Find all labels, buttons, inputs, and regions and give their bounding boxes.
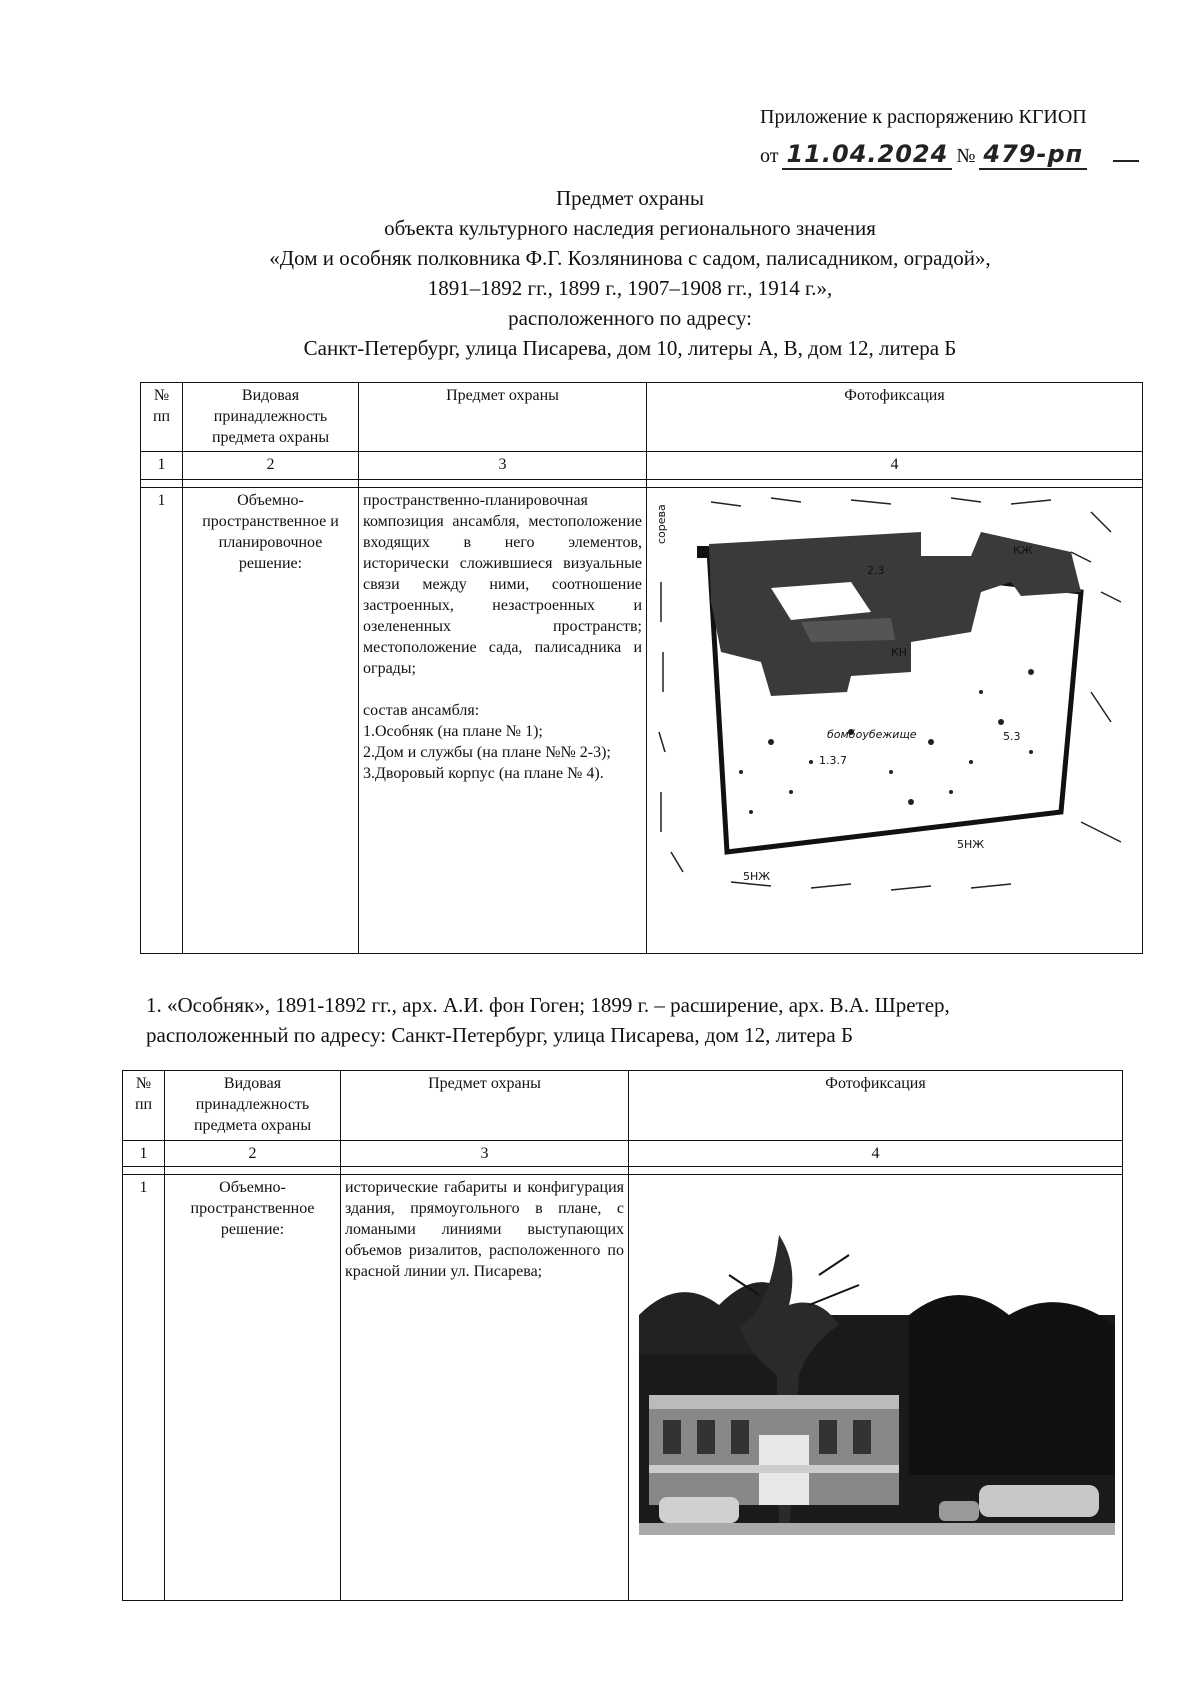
col-number: 2	[165, 1141, 341, 1167]
header-photo: Фотофиксация	[647, 383, 1143, 452]
title-line: «Дом и особняк полковника Ф.Г. Козлянинова с садом, палисадником, оградой»,	[269, 246, 991, 270]
title-line: Предмет охраны	[555, 186, 705, 210]
number-sign: №	[956, 145, 976, 167]
subject-heading: состав ансамбля:	[363, 702, 480, 719]
map-label: КЖ	[1013, 544, 1033, 557]
annex-title: Приложение к распоряжению КГИОП	[760, 106, 1087, 128]
order-number: 479-рп	[979, 140, 1087, 170]
map-label: КН	[891, 646, 908, 659]
order-reference	[760, 140, 1139, 170]
header-type: Видовая принадлежность предмета охраны	[165, 1071, 341, 1141]
subject-item: 3.Дворовый корпус (на плане № 4).	[363, 765, 604, 782]
col-number: 3	[359, 452, 647, 480]
title-line: Санкт-Петербург, улица Писарева, дом 10, литеры А, В, дом 12, литера Б	[303, 336, 957, 360]
map-label: 2.3	[867, 564, 885, 577]
subject-paragraph: пространственно-планировочная композиция ансамбля, местоположение входящих в него элементов, исторически сложившиеся визуальные связи между ними, соотношение застроенных, незастроенных и озелененных пространств; местоположение сада, палисадника и ограды;	[363, 492, 642, 677]
subject-item: 1.Особняк (на плане № 1);	[363, 723, 543, 740]
row-photo	[629, 1175, 1123, 1601]
order-date: 11.04.2024	[782, 140, 952, 170]
col-number: 1	[123, 1141, 165, 1167]
row-photo	[647, 488, 1143, 954]
header-subject: Предмет охраны	[341, 1071, 629, 1141]
heading-line: расположенный по адресу: Санкт-Петербург, улица Писарева, дом 12, литера Б	[146, 1023, 854, 1047]
title-line: расположенного по адресу:	[508, 306, 752, 330]
trailing-dash	[1113, 160, 1139, 162]
document-title	[150, 183, 1110, 363]
col-number: 4	[629, 1141, 1123, 1167]
date-prefix: от	[760, 145, 779, 167]
header-number: № пп	[141, 383, 183, 452]
row-number: 1	[141, 488, 183, 954]
col-number: 3	[341, 1141, 629, 1167]
map-label: 1.3.7	[819, 754, 847, 767]
col-number: 2	[183, 452, 359, 480]
protection-table-ensemble	[140, 382, 1143, 954]
header-subject: Предмет охраны	[359, 383, 647, 452]
heading-line: 1. «Особняк», 1891-1892 гг., арх. А.И. фон Гоген; 1899 г. – расширение, арх. В.А. Шретер,	[146, 993, 950, 1017]
row-type: Объемно-пространственное и планировочное решение:	[183, 488, 359, 954]
header-photo: Фотофиксация	[629, 1071, 1123, 1141]
section-heading	[146, 990, 1106, 1050]
map-label: бомбоубежище	[827, 728, 917, 741]
subject-item: 2.Дом и службы (на плане №№ 2-3);	[363, 744, 611, 761]
map-label: 5.3	[1003, 730, 1021, 743]
map-label: 5НЖ	[957, 838, 985, 851]
col-number: 1	[141, 452, 183, 480]
protection-table-mansion	[122, 1070, 1123, 1601]
title-line: 1891–1892 гг., 1899 г., 1907–1908 гг., 1914 г.»,	[427, 276, 833, 300]
header-number: № пп	[123, 1071, 165, 1141]
row-number: 1	[123, 1175, 165, 1601]
site-plan-map	[651, 492, 1137, 912]
title-line: объекта культурного наследия регионального значения	[384, 216, 876, 240]
map-label: 5НЖ	[743, 870, 771, 883]
row-type: Объемно-пространственное решение:	[165, 1175, 341, 1601]
col-number: 4	[647, 452, 1143, 480]
row-subject: исторические габариты и конфигурация здания, прямоугольного в плане, с ломаными линиями выступающих объемов ризалитов, расположенного по красной линии ул. Писарева;	[341, 1175, 629, 1601]
map-label: сорева	[655, 504, 668, 544]
header-type: Видовая принадлежность предмета охраны	[183, 383, 359, 452]
building-photo	[639, 1235, 1115, 1535]
row-subject	[359, 488, 647, 954]
